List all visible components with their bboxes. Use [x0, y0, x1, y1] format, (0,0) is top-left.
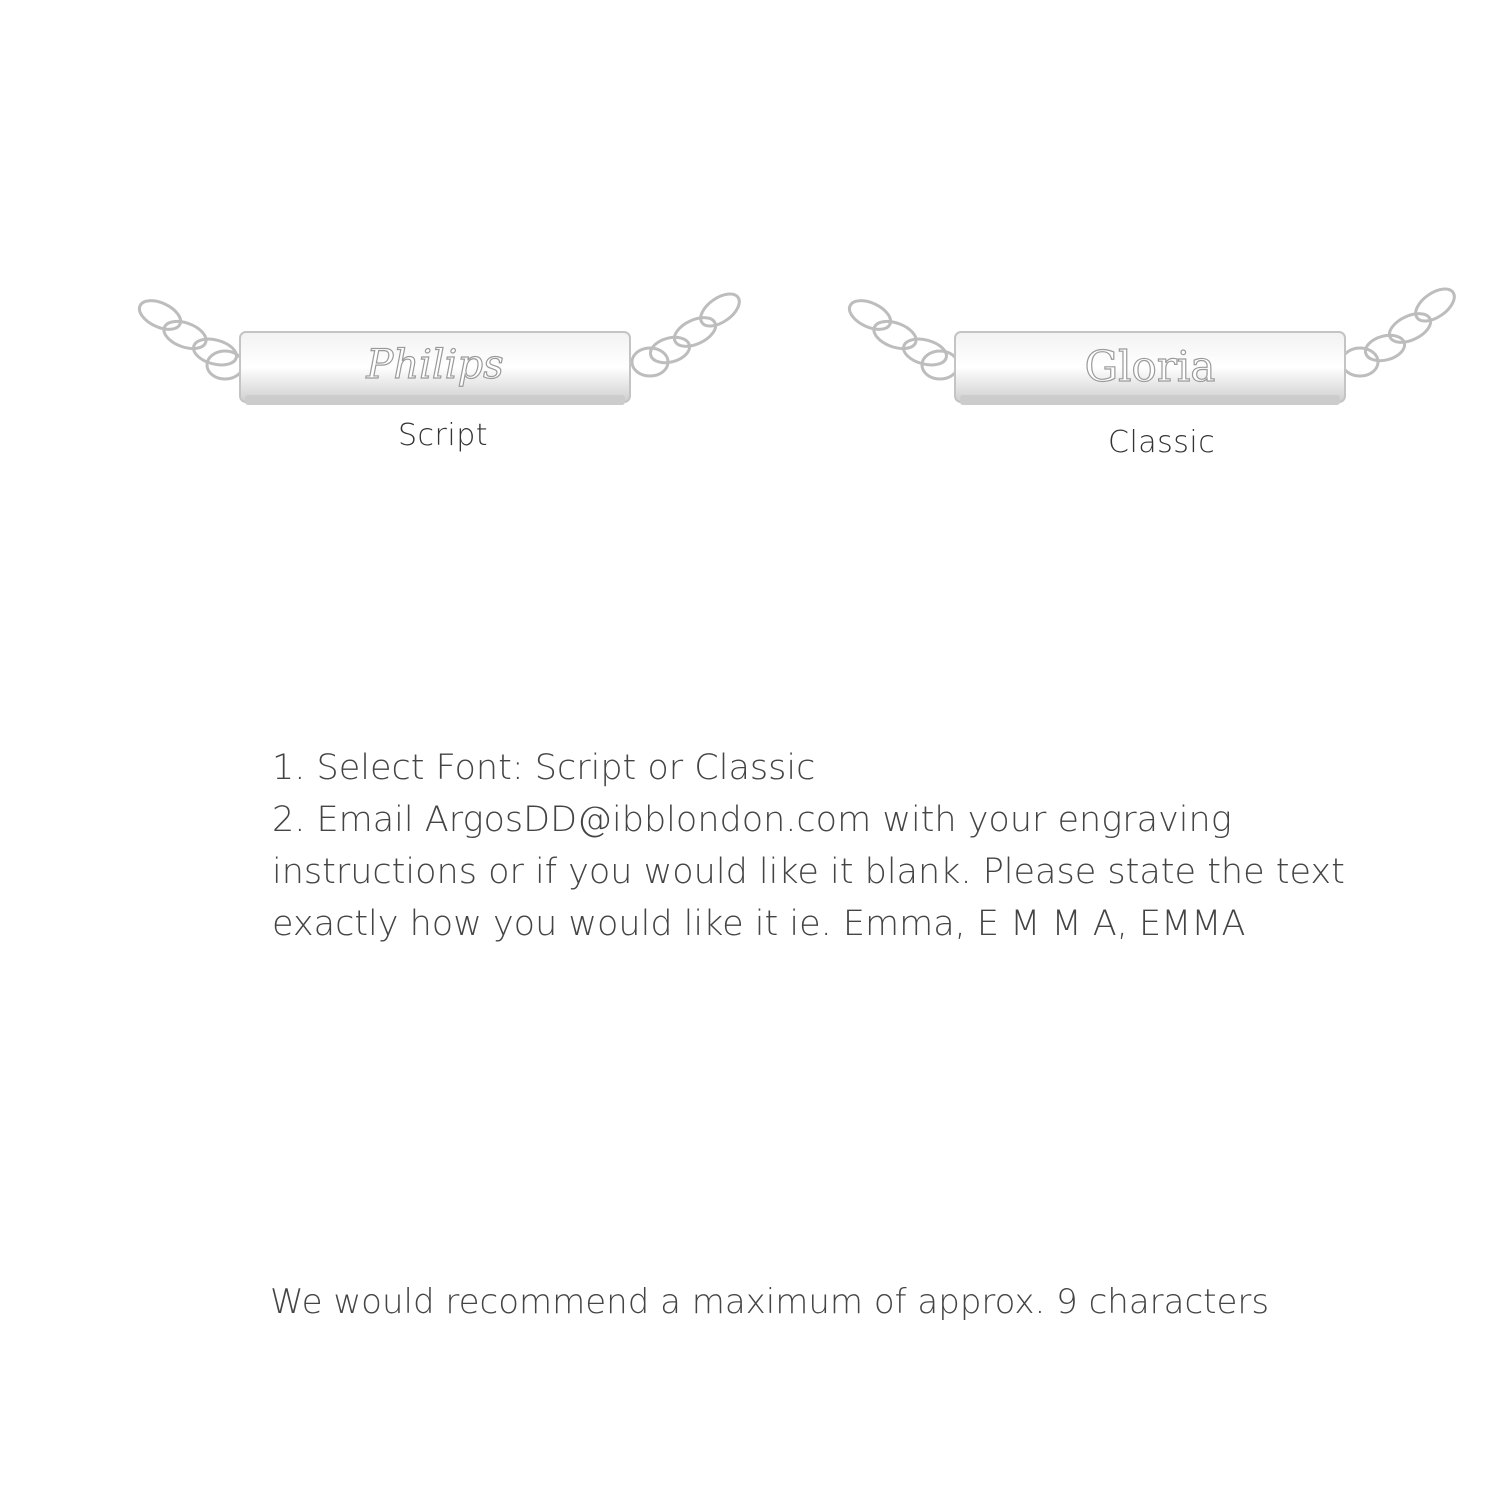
bracelet-classic-drawing [840, 270, 1460, 450]
bracelet-script-engraving: Philips [366, 342, 504, 388]
engraving-instructions [272, 742, 1372, 950]
font-label-classic: Classic [1108, 425, 1216, 460]
font-label-script: Script [398, 418, 489, 453]
instruction-step-1: 1. Select Font: Script or Classic [272, 748, 816, 788]
bracelet-classic-engraving: Gloria [1084, 342, 1216, 391]
character-recommendation: We would recommend a maximum of approx. 9 characters [270, 1282, 1270, 1322]
instruction-step-2: 2. Email ArgosDD@ibblondon.com with your engraving instructions or if you would like it blank. Please state the text exactly how you would like it ie. Emma, E M M A, EMMA [272, 800, 1345, 944]
bracelet-classic-image [840, 270, 1460, 450]
